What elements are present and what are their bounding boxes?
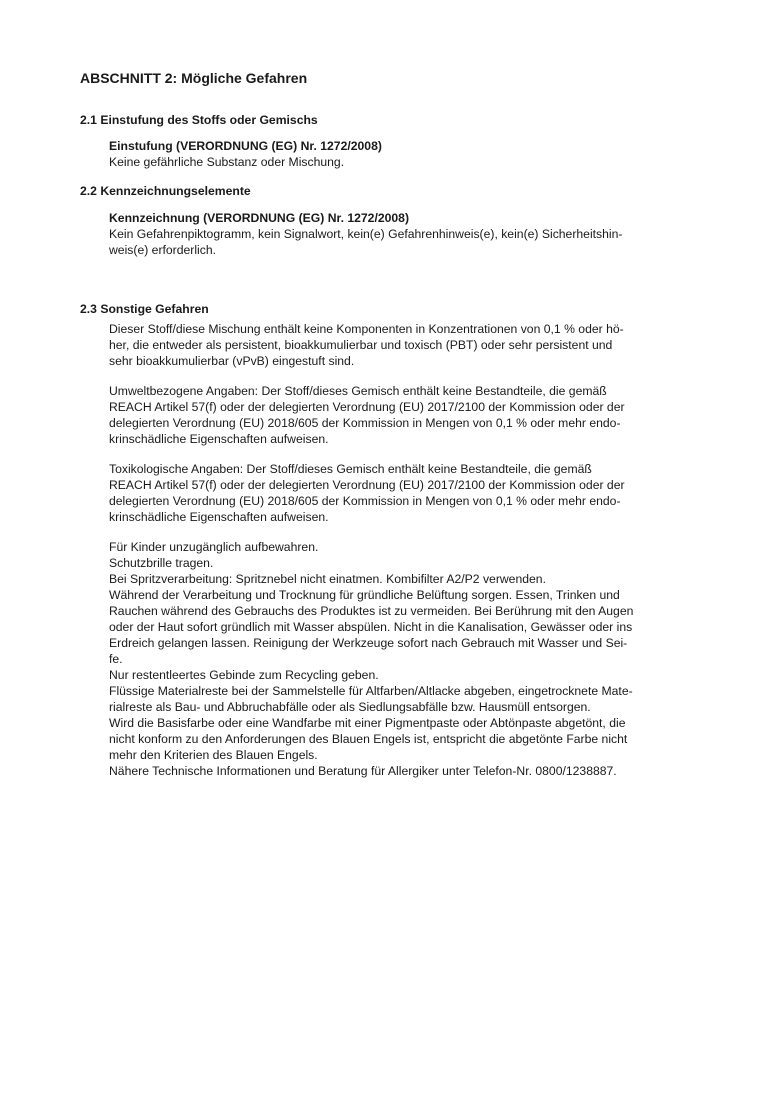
text-line: REACH Artikel 57(f) oder der delegierten Verordnung (EU) 2017/2100 der Kommission oder der: [109, 478, 625, 492]
text-line: Bei Spritzverarbeitung: Spritznebel nicht einatmen. Kombifilter A2/P2 verwenden.: [109, 572, 546, 586]
text-line: oder der Haut sofort gründlich mit Wasser abspülen. Nicht in die Kanalisation, Gewässer oder ins: [109, 620, 633, 634]
text-line: Nähere Technische Informationen und Beratung für Allergiker unter Telefon-Nr. 0800/1238887.: [109, 764, 617, 778]
text-line: sehr bioakkumulierbar (vPvB) eingestuft sind.: [109, 354, 355, 368]
heading-2-3: 2.3 Sonstige Gefahren: [80, 302, 209, 316]
text-line: Schutzbrille tragen.: [109, 556, 214, 570]
text-line: mehr den Kriterien des Blauen Engels.: [109, 748, 318, 762]
text-line: Rauchen während des Gebrauchs des Produktes ist zu vermeiden. Bei Berührung mit den Augen: [109, 604, 634, 618]
text-line: Erdreich gelangen lassen. Reinigung der Werkzeuge sofort nach Gebrauch mit Wasser und Sei-: [109, 636, 628, 650]
text-line: Für Kinder unzugänglich aufbewahren.: [109, 540, 319, 554]
text-line: Kein Gefahrenpiktogramm, kein Signalwort, kein(e) Gefahrenhinweis(e), kein(e) Sicherheitshin-: [109, 227, 623, 241]
heading-2-2: 2.2 Kennzeichnungselemente: [80, 184, 251, 198]
text-einstufung: Keine gefährliche Substanz oder Mischung.: [109, 155, 345, 169]
text-line: Flüssige Materialreste bei der Sammelstelle für Altfarben/Altlacke abgeben, eingetrocknete Mate-: [109, 684, 633, 698]
paragraph-umwelt: [109, 383, 709, 447]
label-einstufung: Einstufung (VERORDNUNG (EG) Nr. 1272/2008): [109, 139, 382, 153]
block-2-1: [109, 138, 709, 170]
text-line: Nur restentleertes Gebinde zum Recycling geben.: [109, 668, 379, 682]
text-line: weis(e) erforderlich.: [109, 243, 217, 257]
text-line: nicht konform zu den Anforderungen des Blauen Engels ist, entspricht die abgetönte Farbe nicht: [109, 732, 628, 746]
text-line: REACH Artikel 57(f) oder der delegierten Verordnung (EU) 2017/2100 der Kommission oder der: [109, 400, 625, 414]
text-line: Während der Verarbeitung und Trocknung für gründliche Belüftung sorgen. Essen, Trinken und: [109, 588, 620, 602]
paragraph-pbt: [109, 321, 709, 369]
paragraph-hinweise: [109, 539, 709, 779]
block-2-2: [109, 210, 709, 258]
text-line: Toxikologische Angaben: Der Stoff/dieses Gemisch enthält keine Bestandteile, die gemäß: [109, 462, 592, 476]
text-line: krinschädliche Eigenschaften aufweisen.: [109, 432, 329, 446]
text-line: fe.: [109, 652, 123, 666]
text-line: Wird die Basisfarbe oder eine Wandfarbe mit einer Pigmentpaste oder Abtönpaste abgetönt, die: [109, 716, 626, 730]
text-line: delegierten Verordnung (EU) 2018/605 der Kommission in Mengen von 0,1 % oder mehr endo-: [109, 416, 621, 430]
paragraph-toxikologie: [109, 461, 709, 525]
text-line: delegierten Verordnung (EU) 2018/605 der Kommission in Mengen von 0,1 % oder mehr endo-: [109, 494, 621, 508]
section-title: ABSCHNITT 2: Mögliche Gefahren: [80, 70, 308, 86]
text-line: Dieser Stoff/diese Mischung enthält keine Komponenten in Konzentrationen von 0,1 % oder hö-: [109, 322, 624, 336]
text-line: her, die entweder als persistent, bioakkumulierbar und toxisch (PBT) oder sehr persistent und: [109, 338, 613, 352]
text-line: Umweltbezogene Angaben: Der Stoff/dieses Gemisch enthält keine Bestandteile, die gemäß: [109, 384, 607, 398]
heading-2-1: 2.1 Einstufung des Stoffs oder Gemischs: [80, 113, 318, 127]
text-line: krinschädliche Eigenschaften aufweisen.: [109, 510, 329, 524]
label-kennzeichnung: Kennzeichnung (VERORDNUNG (EG) Nr. 1272/2008): [109, 211, 410, 225]
text-line: rialreste als Bau- und Abbruchabfälle oder als Siedlungsabfälle bzw. Hausmüll entsorgen.: [109, 700, 591, 714]
